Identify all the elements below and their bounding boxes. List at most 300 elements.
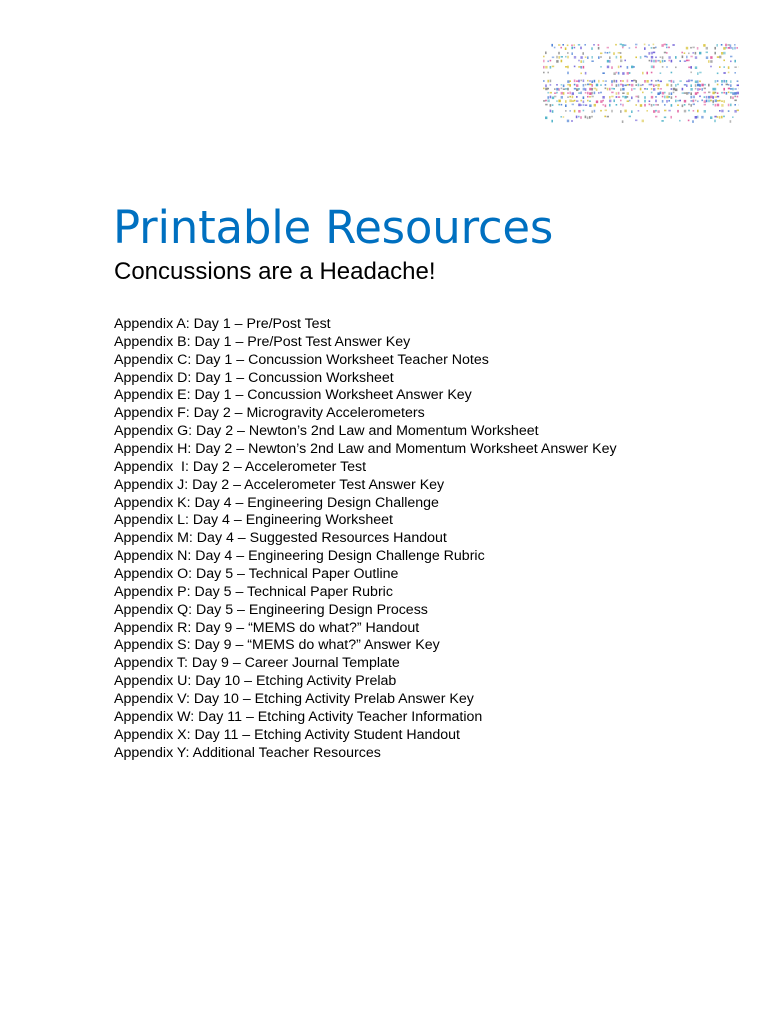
logo-dot (714, 120, 716, 123)
logo-dot (644, 88, 646, 90)
logo-dot (660, 61, 662, 64)
logo-dot (543, 60, 545, 63)
logo-dot (644, 80, 646, 83)
logo-dot (695, 52, 697, 55)
logo-dot (664, 104, 666, 106)
logo-dot (627, 96, 629, 98)
logo-dot (717, 96, 719, 98)
logo-dot (657, 92, 659, 95)
logo-dot (585, 104, 587, 106)
logo-dot (673, 88, 675, 91)
logo-dot (734, 104, 736, 106)
logo-dot (550, 92, 552, 94)
logo-dot (657, 84, 659, 87)
logo-dot (607, 66, 609, 69)
logo-dot (651, 92, 653, 94)
logo-dot (585, 84, 587, 86)
logo-dot (629, 72, 631, 74)
logo-dot (550, 66, 552, 69)
logo-dot (576, 84, 578, 87)
logo-dot (655, 47, 657, 49)
logo-dot (648, 44, 650, 46)
logo-dot (684, 52, 686, 54)
logo-dot (723, 47, 725, 50)
logo-dot (569, 96, 571, 98)
logo-dot (600, 66, 602, 68)
logo-dot (703, 44, 705, 47)
logo-dot (609, 60, 611, 63)
logo-dot (567, 45, 569, 47)
logo-dot (563, 92, 565, 95)
logo-dot (671, 80, 673, 83)
logo-dot (717, 84, 719, 86)
logo-dot (688, 92, 690, 94)
logo-dot (631, 66, 633, 69)
logo-dot (574, 56, 576, 59)
logo-dot (624, 44, 626, 46)
logo-dot (714, 47, 716, 50)
logo-dot (552, 104, 554, 106)
logo-dot (550, 96, 552, 99)
logo-dot (653, 60, 655, 63)
logo-dot (716, 44, 718, 47)
logo-dot (721, 110, 723, 113)
logo-dot (571, 45, 573, 47)
logo-dot (715, 96, 717, 98)
logo-dot (571, 52, 573, 55)
logo-dot (690, 92, 692, 95)
logo-dot (653, 104, 655, 106)
logo-dot (648, 52, 650, 55)
logo-dot (690, 66, 692, 69)
logo-dot (693, 100, 695, 103)
logo-dot (690, 80, 692, 82)
logo-dot (593, 44, 595, 46)
logo-dot (684, 100, 686, 103)
logo-dot (734, 44, 736, 46)
logo-dot (688, 120, 690, 122)
appendix-list (114, 316, 617, 762)
logo-dot (629, 84, 631, 86)
logo-dot (638, 96, 640, 99)
logo-dot (675, 96, 677, 98)
logo-dot (616, 56, 618, 59)
logo-dot (591, 116, 593, 118)
logo-dot (591, 80, 593, 83)
logo-dot (688, 53, 690, 55)
logo-dot (684, 104, 686, 106)
logo-dot (587, 80, 589, 82)
logo-dot (561, 88, 563, 90)
logo-dot (591, 92, 593, 95)
logo-dot (545, 88, 547, 91)
logo-dot (661, 44, 663, 47)
logo-dot (635, 84, 637, 86)
logo-dot (627, 100, 629, 102)
logo-dot (609, 100, 611, 103)
logo-dot (578, 88, 580, 90)
logo-dot (622, 47, 624, 49)
logo-dot (730, 84, 732, 87)
logo-dot (567, 80, 569, 83)
logo-dot (664, 96, 666, 99)
logo-dot (556, 84, 558, 86)
logo-dot (589, 80, 591, 82)
logo-dot (580, 100, 582, 102)
logo-dot (635, 80, 637, 83)
logo-dot (635, 104, 637, 106)
logo-dot (712, 88, 714, 91)
appendix-item: Appendix G: Day 2 – Newton’s 2nd Law and Momentum Worksheet (114, 423, 539, 440)
logo-dot (569, 100, 571, 103)
logo-dot (660, 92, 662, 95)
logo-dot (602, 72, 604, 74)
logo-dot (695, 84, 697, 87)
logo-dot (609, 52, 611, 54)
logo-dot (732, 47, 734, 50)
logo-dot (730, 88, 732, 90)
logo-dot (662, 60, 664, 63)
logo-dot (734, 60, 736, 63)
logo-dot (589, 100, 591, 102)
logo-dot (600, 56, 602, 58)
logo-dot (673, 92, 675, 94)
logo-dot (604, 116, 606, 118)
logo-dot (629, 116, 631, 118)
logo-dot (668, 110, 670, 112)
logo-dot (618, 52, 620, 54)
logo-dot (651, 104, 653, 107)
appendix-item: Appendix I: Day 2 – Accelerometer Test (114, 458, 367, 475)
logo-dot (679, 60, 681, 62)
logo-dot (704, 88, 706, 90)
logo-dot (664, 92, 666, 94)
logo-dot (730, 96, 732, 99)
logo-dot (618, 92, 620, 95)
logo-dot (655, 96, 657, 98)
logo-dot (616, 92, 618, 95)
logo-dot (543, 100, 545, 102)
logo-dot (717, 80, 719, 82)
logo-dot (543, 80, 545, 82)
logo-dot (679, 100, 681, 102)
logo-dot (692, 120, 694, 123)
logo-dot (666, 96, 668, 99)
logo-dot (715, 104, 717, 107)
logo-dot (591, 88, 593, 91)
logo-dot (699, 81, 701, 83)
logo-dot (693, 110, 695, 112)
logo-dot (611, 66, 613, 69)
logo-dot (547, 96, 549, 99)
logo-dot (708, 92, 710, 94)
logo-dot (682, 56, 684, 59)
logo-dot (627, 72, 629, 75)
logo-dot (607, 60, 609, 63)
logo-dot (728, 110, 730, 112)
logo-dot (642, 72, 644, 75)
logo-dot (616, 84, 618, 87)
logo-dot (578, 44, 580, 46)
logo-dot (572, 104, 574, 106)
logo-dot (571, 120, 573, 122)
logo-dot (543, 88, 545, 90)
page-subtitle: Concussions are a Headache! (114, 258, 436, 285)
logo-dot (677, 110, 679, 113)
logo-dot (556, 60, 558, 63)
appendix-item: Appendix O: Day 5 – Technical Paper Outline (114, 566, 399, 583)
logo-dot (611, 80, 613, 83)
logo-dot (723, 100, 725, 103)
logo-dot (622, 88, 624, 91)
logo-dot (558, 44, 560, 46)
logo-dot (704, 84, 706, 86)
logo-dot (627, 92, 629, 95)
logo-dot (692, 52, 694, 54)
logo-dot (558, 88, 560, 91)
logo-dot (640, 85, 642, 87)
logo-dot (591, 96, 593, 98)
logo-dot (675, 89, 677, 92)
logo-dot (719, 66, 721, 68)
logo-dot (580, 80, 582, 82)
appendix-item: Appendix Q: Day 5 – Engineering Design Process (114, 601, 428, 618)
logo-dot (609, 104, 611, 107)
logo-dot (552, 97, 554, 100)
logo-dot (560, 116, 562, 118)
logo-dot (677, 100, 679, 102)
logo-dot (631, 80, 633, 82)
logo-dot (708, 60, 710, 63)
logo-dot (644, 47, 646, 50)
logo-dot (638, 100, 640, 103)
logo-dot (644, 100, 646, 103)
logo-dot (558, 56, 560, 59)
logo-dot (547, 72, 549, 74)
logo-dot (690, 96, 692, 99)
logo-dot (583, 104, 585, 106)
logo-dot (704, 104, 706, 106)
logo-dot (646, 110, 648, 112)
logo-dot (728, 84, 730, 86)
logo-dot (585, 72, 587, 75)
logo-dot (695, 100, 697, 102)
logo-dot (699, 52, 701, 55)
logo-dot (732, 97, 734, 100)
logo-dot (624, 85, 626, 87)
logo-dot (730, 61, 732, 63)
logo-dot (695, 66, 697, 69)
logo-dot (728, 92, 730, 94)
logo-dot (620, 110, 622, 113)
logo-dot (605, 80, 607, 82)
logo-dot (620, 100, 622, 102)
logo-dot (574, 84, 576, 86)
logo-dot (704, 92, 706, 94)
logo-dot (655, 60, 657, 63)
logo-dot (679, 120, 681, 122)
logo-dot (604, 52, 606, 54)
logo-dot (661, 120, 663, 122)
logo-dot (591, 47, 593, 50)
appendix-item: Appendix R: Day 9 – “MEMS do what?” Handout (114, 619, 420, 636)
logo-dot (629, 47, 631, 49)
logo-dot (598, 44, 600, 46)
logo-dot (611, 96, 613, 98)
logo-dot (569, 92, 571, 95)
logo-dot (547, 92, 549, 94)
logo-dot (715, 92, 717, 94)
logo-dot (690, 84, 692, 87)
logo-dot (605, 84, 607, 86)
logo-dot (686, 92, 688, 95)
logo-dot (664, 117, 666, 119)
logo-dot (609, 96, 611, 99)
logo-dot (611, 84, 613, 87)
logo-dot (580, 104, 582, 106)
logo-dot (572, 100, 574, 102)
logo-dot (668, 80, 670, 82)
logo-dot (642, 120, 644, 123)
logo-dot (620, 80, 622, 82)
logo-dot (671, 92, 673, 95)
logo-dot (558, 100, 560, 103)
logo-dot (583, 66, 585, 69)
logo-dot (554, 47, 556, 49)
logo-dot (657, 110, 659, 113)
logo-dot (613, 100, 615, 103)
logo-dot (611, 88, 613, 90)
logo-dot (690, 72, 692, 74)
logo-dot (622, 104, 624, 107)
logo-dot (688, 110, 690, 112)
logo-dot (737, 85, 739, 87)
logo-dot (594, 104, 596, 107)
logo-dot (565, 56, 567, 58)
logo-dot (655, 110, 657, 112)
logo-dot (714, 116, 716, 118)
appendix-item: Appendix J: Day 2 – Accelerometer Test Answer Key (114, 476, 445, 493)
logo-dot (730, 104, 732, 107)
logo-dot (697, 92, 699, 94)
logo-dot (598, 92, 600, 94)
logo-dot (600, 110, 602, 112)
logo-dot (574, 88, 576, 90)
logo-dot (699, 96, 701, 98)
logo-dot (706, 47, 708, 50)
logo-dot (633, 80, 635, 82)
logo-dot (653, 47, 655, 49)
logo-dot (613, 72, 615, 75)
logo-dot (653, 66, 655, 69)
logo-dot (664, 60, 666, 62)
logo-dot (578, 80, 580, 83)
logo-dot (631, 88, 633, 91)
logo-dot (620, 44, 622, 46)
logo-dot (732, 88, 734, 91)
logo-dot (717, 104, 719, 107)
logo-dot (657, 88, 659, 90)
logo-dot (596, 101, 598, 104)
logo-dot (591, 110, 593, 113)
logo-dot (704, 96, 706, 98)
logo-dot (583, 60, 585, 63)
logo-dot (644, 104, 646, 107)
appendix-item: Appendix H: Day 2 – Newton’s 2nd Law and Momentum Worksheet Answer Key (114, 441, 617, 458)
logo-dot (684, 110, 686, 113)
logo-dot (670, 116, 672, 119)
logo-dot (684, 84, 686, 86)
logo-dot (679, 80, 681, 82)
logo-dot (618, 72, 620, 75)
logo-dot (695, 88, 697, 90)
logo-dot (723, 116, 725, 118)
logo-dot (552, 57, 554, 59)
logo-dot (715, 80, 717, 83)
logo-dot (585, 92, 587, 94)
logo-dot (567, 66, 569, 69)
logo-dot (734, 100, 736, 102)
logo-dot (710, 96, 712, 99)
logo-dot (682, 105, 684, 108)
logo-dot (580, 66, 582, 69)
logo-dot (657, 104, 659, 106)
logo-dot (708, 100, 710, 103)
logo-dot (672, 44, 674, 46)
logo-dot (723, 88, 725, 91)
logo-dot (591, 60, 593, 62)
logo-dot (653, 52, 655, 54)
logo-dot (552, 66, 554, 68)
logo-dot (565, 104, 567, 107)
logo-dot (715, 100, 717, 103)
logo-dot (591, 56, 593, 59)
logo-dot (607, 52, 609, 54)
logo-dot (710, 116, 712, 119)
appendix-item: Appendix N: Day 4 – Engineering Design Challenge Rubric (114, 548, 485, 565)
logo-dot (611, 92, 613, 94)
logo-dot (675, 67, 677, 69)
logo-dot (576, 80, 578, 82)
logo-dot (550, 80, 552, 83)
logo-dot (622, 80, 624, 82)
logo-dot (690, 88, 692, 91)
logo-dot (569, 110, 571, 112)
logo-dot (662, 96, 664, 98)
logo-dot (622, 120, 624, 123)
logo-dot (545, 52, 547, 55)
logo-dot (616, 80, 618, 83)
logo-dot (613, 52, 615, 55)
logo-dot (666, 84, 668, 87)
logo-dot (710, 100, 712, 102)
logo-dot (706, 96, 708, 99)
logo-dot (589, 88, 591, 91)
logo-dot (580, 56, 582, 59)
logo-dot (719, 56, 721, 59)
logo-dot (688, 60, 690, 62)
logo-dot (734, 66, 736, 68)
logo-dot (721, 104, 723, 107)
logo-dot (620, 84, 622, 86)
logo-dot (728, 47, 730, 49)
logo-dot (734, 96, 736, 98)
logo-dot (607, 47, 609, 49)
logo-dot (721, 80, 723, 83)
logo-dot (697, 47, 699, 50)
logo-dot (723, 66, 725, 68)
logo-dot (644, 96, 646, 99)
